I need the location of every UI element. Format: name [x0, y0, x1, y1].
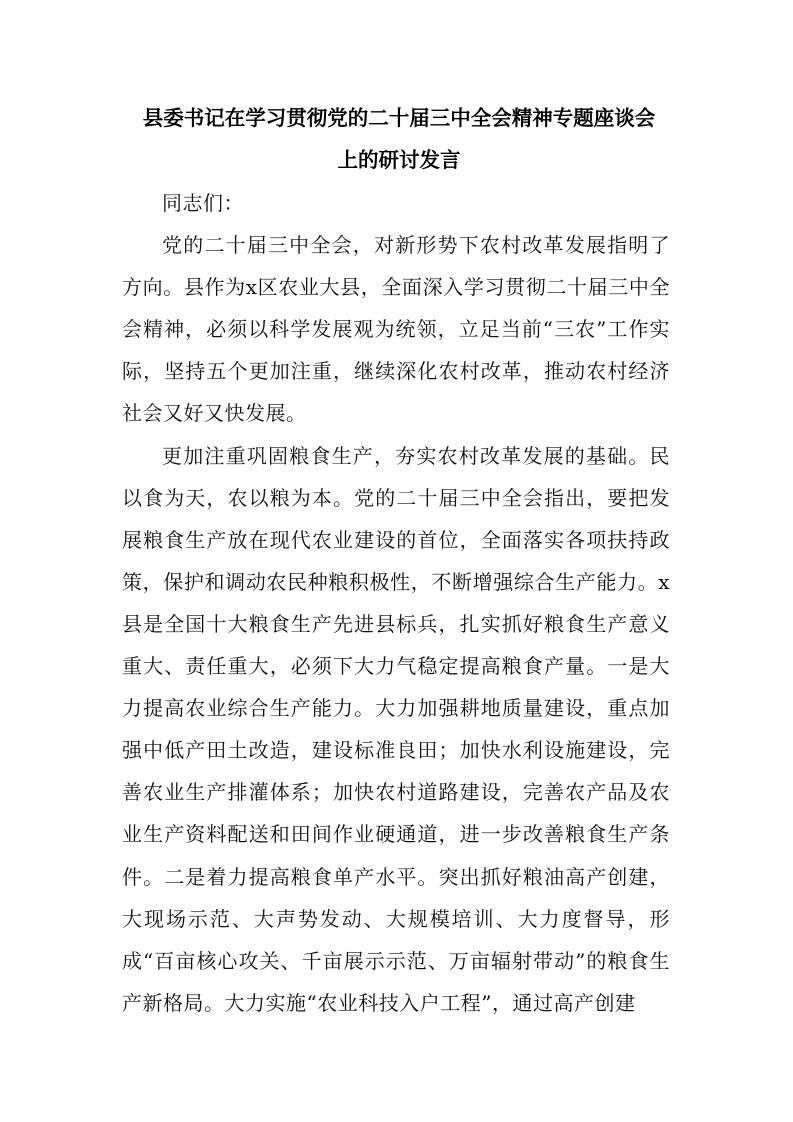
body-paragraph-2: 更加注重巩固粮食生产，夯实农村改革发展的基础。民以食为天，农以粮为本。党的二十届三中全会指出，要把发展粮食生产放在现代农业建设的首位，全面落实各项扶持政策，保护和调动农民种粮积极性，不断增强综合生产能力。x县是全国十大粮食生产先进县标兵，扎实抓好粮食生产意义重大、责任重大，必须下大力气稳定提高粮食产量。一是大力提高农业综合生产能力。大力加强耕地质量建设，重点加强中低产田土改造，建设标准良田；加快水利设施建设，完善农业生产排灌体系；加快农村道路建设，完善农产品及农业生产资料配送和田间作业硬通道，进一步改善粮食生产条件。二是着力提高粮食单产水平。突出抓好粮油高产创建，大现场示范、大声势发动、大规模培训、大力度督导，形成“百亩核心攻关、千亩展示示范、万亩辐射带动”的粮食生产新格局。大力实施“农业科技入户工程”，通过高产创建: [122, 443, 670, 1015]
document-title-line-2: 上的研讨发言: [337, 148, 461, 172]
body-paragraph-1: 党的二十届三中全会，对新形势下农村改革发展指明了方向。县作为x区农业大县，全面深入学习贯彻二十届三中全会精神，必须以科学发展观为统领，立足当前“三农”工作实际，坚持五个更加注重，继续深化农村改革，推动农村经济社会又好又快发展。: [122, 233, 670, 426]
salutation: 同志们：: [162, 191, 244, 215]
document-title-line-1: 县委书记在学习贯彻党的二十届三中全会精神专题座谈会: [142, 106, 656, 130]
document-body: [122, 182, 670, 1024]
